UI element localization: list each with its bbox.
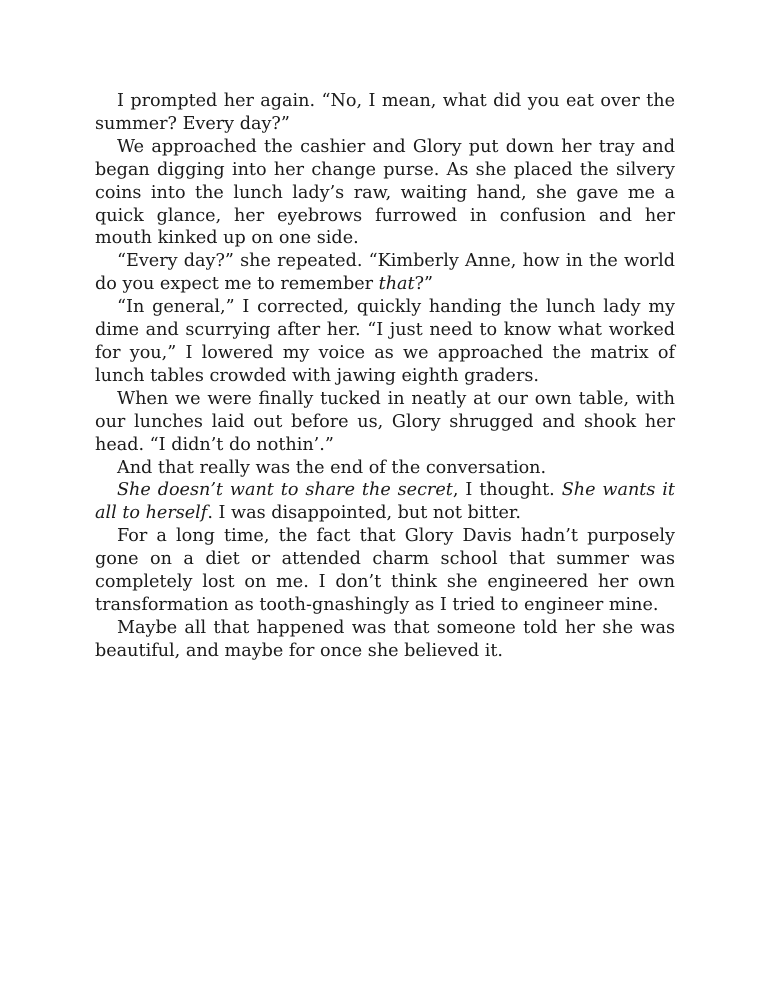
text-run: I prompted her again. “No, I mean, what did you eat over the summer? Every day?” (95, 91, 675, 134)
italic-text: She doesn’t want to share the secret (117, 480, 453, 501)
text-run: For a long time, the fact that Glory Davis hadn’t purposely gone on a diet or attended charm school that summer was completely lost on me. I don’t think she engineered her own transformation as tooth-gnashingly as I tried to engineer mine. (95, 526, 675, 615)
text-run: ?” (414, 274, 434, 295)
italic-text: that (378, 274, 415, 295)
text-run: . I was disappointed, but not bitter. (207, 503, 521, 524)
paragraph (95, 250, 675, 296)
paragraph (95, 136, 675, 251)
page-text (95, 90, 675, 663)
paragraph (95, 479, 675, 525)
paragraph (95, 296, 675, 388)
paragraph (95, 617, 675, 663)
text-run: We approached the cashier and Glory put down her tray and began digging into her change purse. As she placed the silvery coins into the lunch lady’s raw, waiting hand, she gave me a quick glance, her eyebrows furrowed in confusion and her mouth kinked up on one side. (95, 136, 675, 249)
text-run: When we were finally tucked in neatly at our own table, with our lunches laid out before us, Glory shrugged and shook her head. “I didn’t do nothin’.” (95, 388, 675, 455)
text-run: And that really was the end of the conversation. (117, 457, 547, 478)
paragraph (95, 457, 675, 480)
text-run: , I thought. (452, 480, 562, 501)
paragraph (95, 90, 675, 136)
italic-text: She wants it all to herself (95, 480, 675, 524)
paragraph (95, 525, 675, 617)
text-run: Maybe all that happened was that someone told her she was beautiful, and maybe for once she believed it. (95, 617, 675, 661)
text-run: “Every day?” she repeated. “Kimberly Anne, how in the world do you expect me to remember (95, 251, 675, 295)
paragraph (95, 388, 675, 457)
text-run: “In general,” I corrected, quickly handing the lunch lady my dime and scurrying after her. “I just need to know what worked for you,” I lowered my voice as we approached the matrix of lunch tables crowded with jawing eighth graders. (95, 297, 675, 386)
